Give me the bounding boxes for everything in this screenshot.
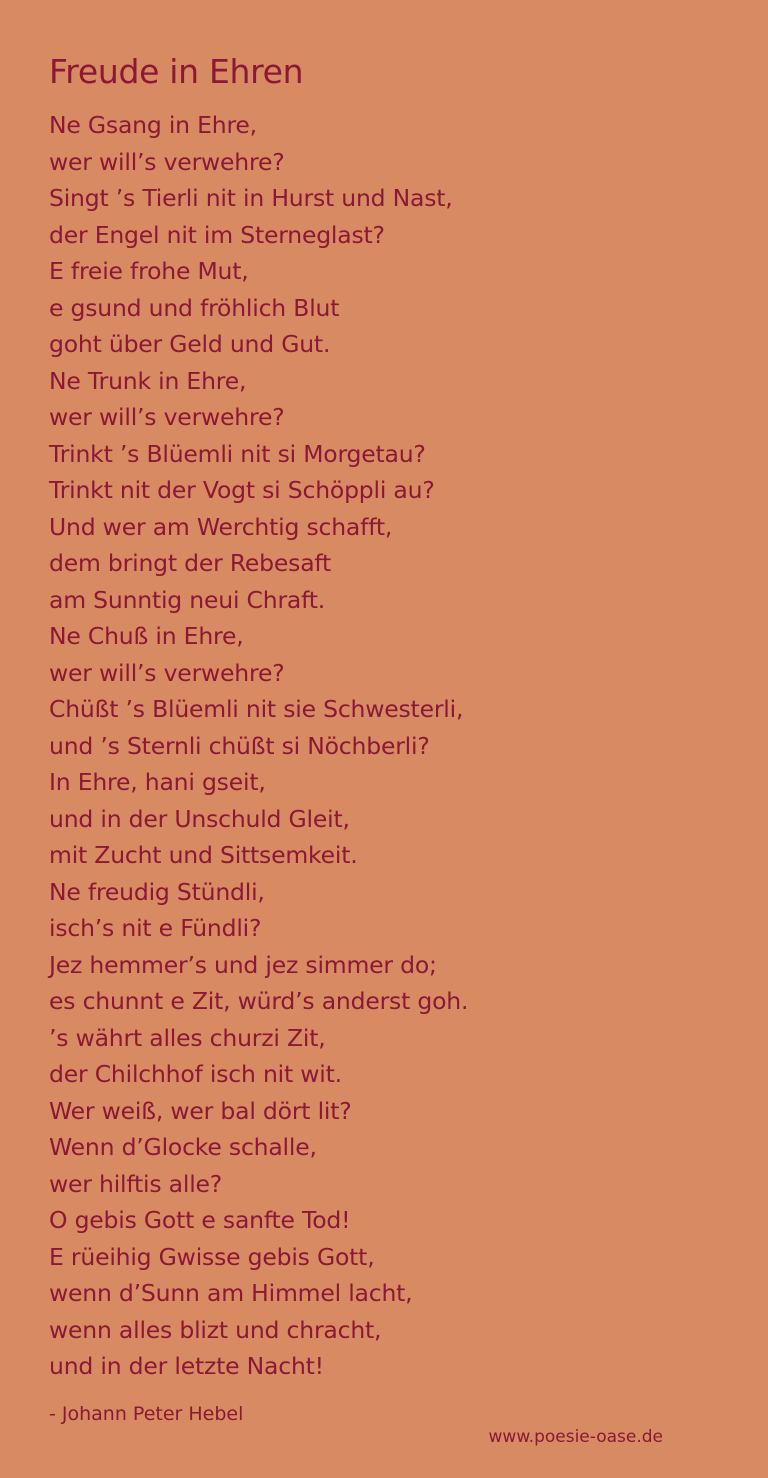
poem-line: wer hilftis alle? (49, 1169, 223, 1198)
poem-line: Ne Gsang in Ehre, (49, 111, 257, 139)
poem-line: isch’s nit e Fündli? (49, 914, 262, 942)
poem-line: Trinkt ’s Blüemli nit si Morgetau? (49, 439, 426, 468)
poem-line: Ne freudig Stündli, (49, 877, 265, 906)
poem-line: Ne Chuß in Ehre, (49, 622, 244, 650)
poem-line: Trinkt nit der Vogt si Schöppli au? (49, 476, 435, 504)
poem-line: und in der letzte Nacht! (49, 1352, 324, 1380)
poem-line: Wenn d’Glocke schalle, (49, 1133, 317, 1161)
poem-line: dem bringt der Rebesaft (49, 549, 332, 577)
poem-line: E rüeihig Gwisse gebis Gott, (49, 1242, 375, 1271)
poem-text (49, 107, 468, 1385)
poem-line: ’s währt alles churzi Zit, (49, 1023, 326, 1052)
poem-line: wer will’s verwehre? (49, 658, 285, 687)
poem-line: es chunnt e Zit, würd’s anderst goh. (49, 987, 469, 1015)
poem-line: Jez hemmer’s und jez simmer do; (49, 950, 437, 979)
poem-line: und in der Unschuld Gleit, (49, 804, 350, 833)
poem-line: der Engel nit im Sterneglast? (49, 220, 385, 249)
poem-line: am Sunntig neui Chraft. (49, 585, 326, 614)
poem-line: Singt ’s Tierli nit in Hurst und Nast, (49, 184, 453, 212)
poem-line: und ’s Sternli chüßt si Nöchberli? (49, 731, 430, 760)
poem-line: O gebis Gott e sanfte Tod! (49, 1206, 351, 1234)
poem-title: Freude in Ehren (49, 52, 304, 91)
poem-line: wer will’s verwehre? (49, 147, 285, 176)
poem-line: Ne Trunk in Ehre, (49, 366, 247, 395)
poem-line: Wer weiß, wer bal dört lit? (49, 1096, 352, 1125)
poem-line: mit Zucht und Sittsemkeit. (49, 841, 358, 869)
poem-line: Und wer am Werchtig schafft, (49, 512, 393, 541)
poem-author: - Johann Peter Hebel (49, 1403, 244, 1425)
poem-line: e gsund und fröhlich Blut (49, 293, 340, 322)
poem-line: E freie frohe Mut, (49, 257, 249, 285)
poem-line: In Ehre, hani gseit, (49, 768, 266, 796)
poem-line: goht über Geld und Gut. (49, 330, 331, 358)
poem-line: wer will’s verwehre? (49, 403, 285, 431)
poem-line: der Chilchhof isch nit wit. (49, 1060, 342, 1088)
website-url: www.poesie-oase.de (488, 1427, 663, 1447)
poem-line: Chüßt ’s Blüemli nit sie Schwesterli, (49, 695, 464, 723)
poem-line: wenn alles blizt und chracht, (49, 1315, 382, 1344)
poem-line: wenn d’Sunn am Himmel lacht, (49, 1279, 413, 1307)
